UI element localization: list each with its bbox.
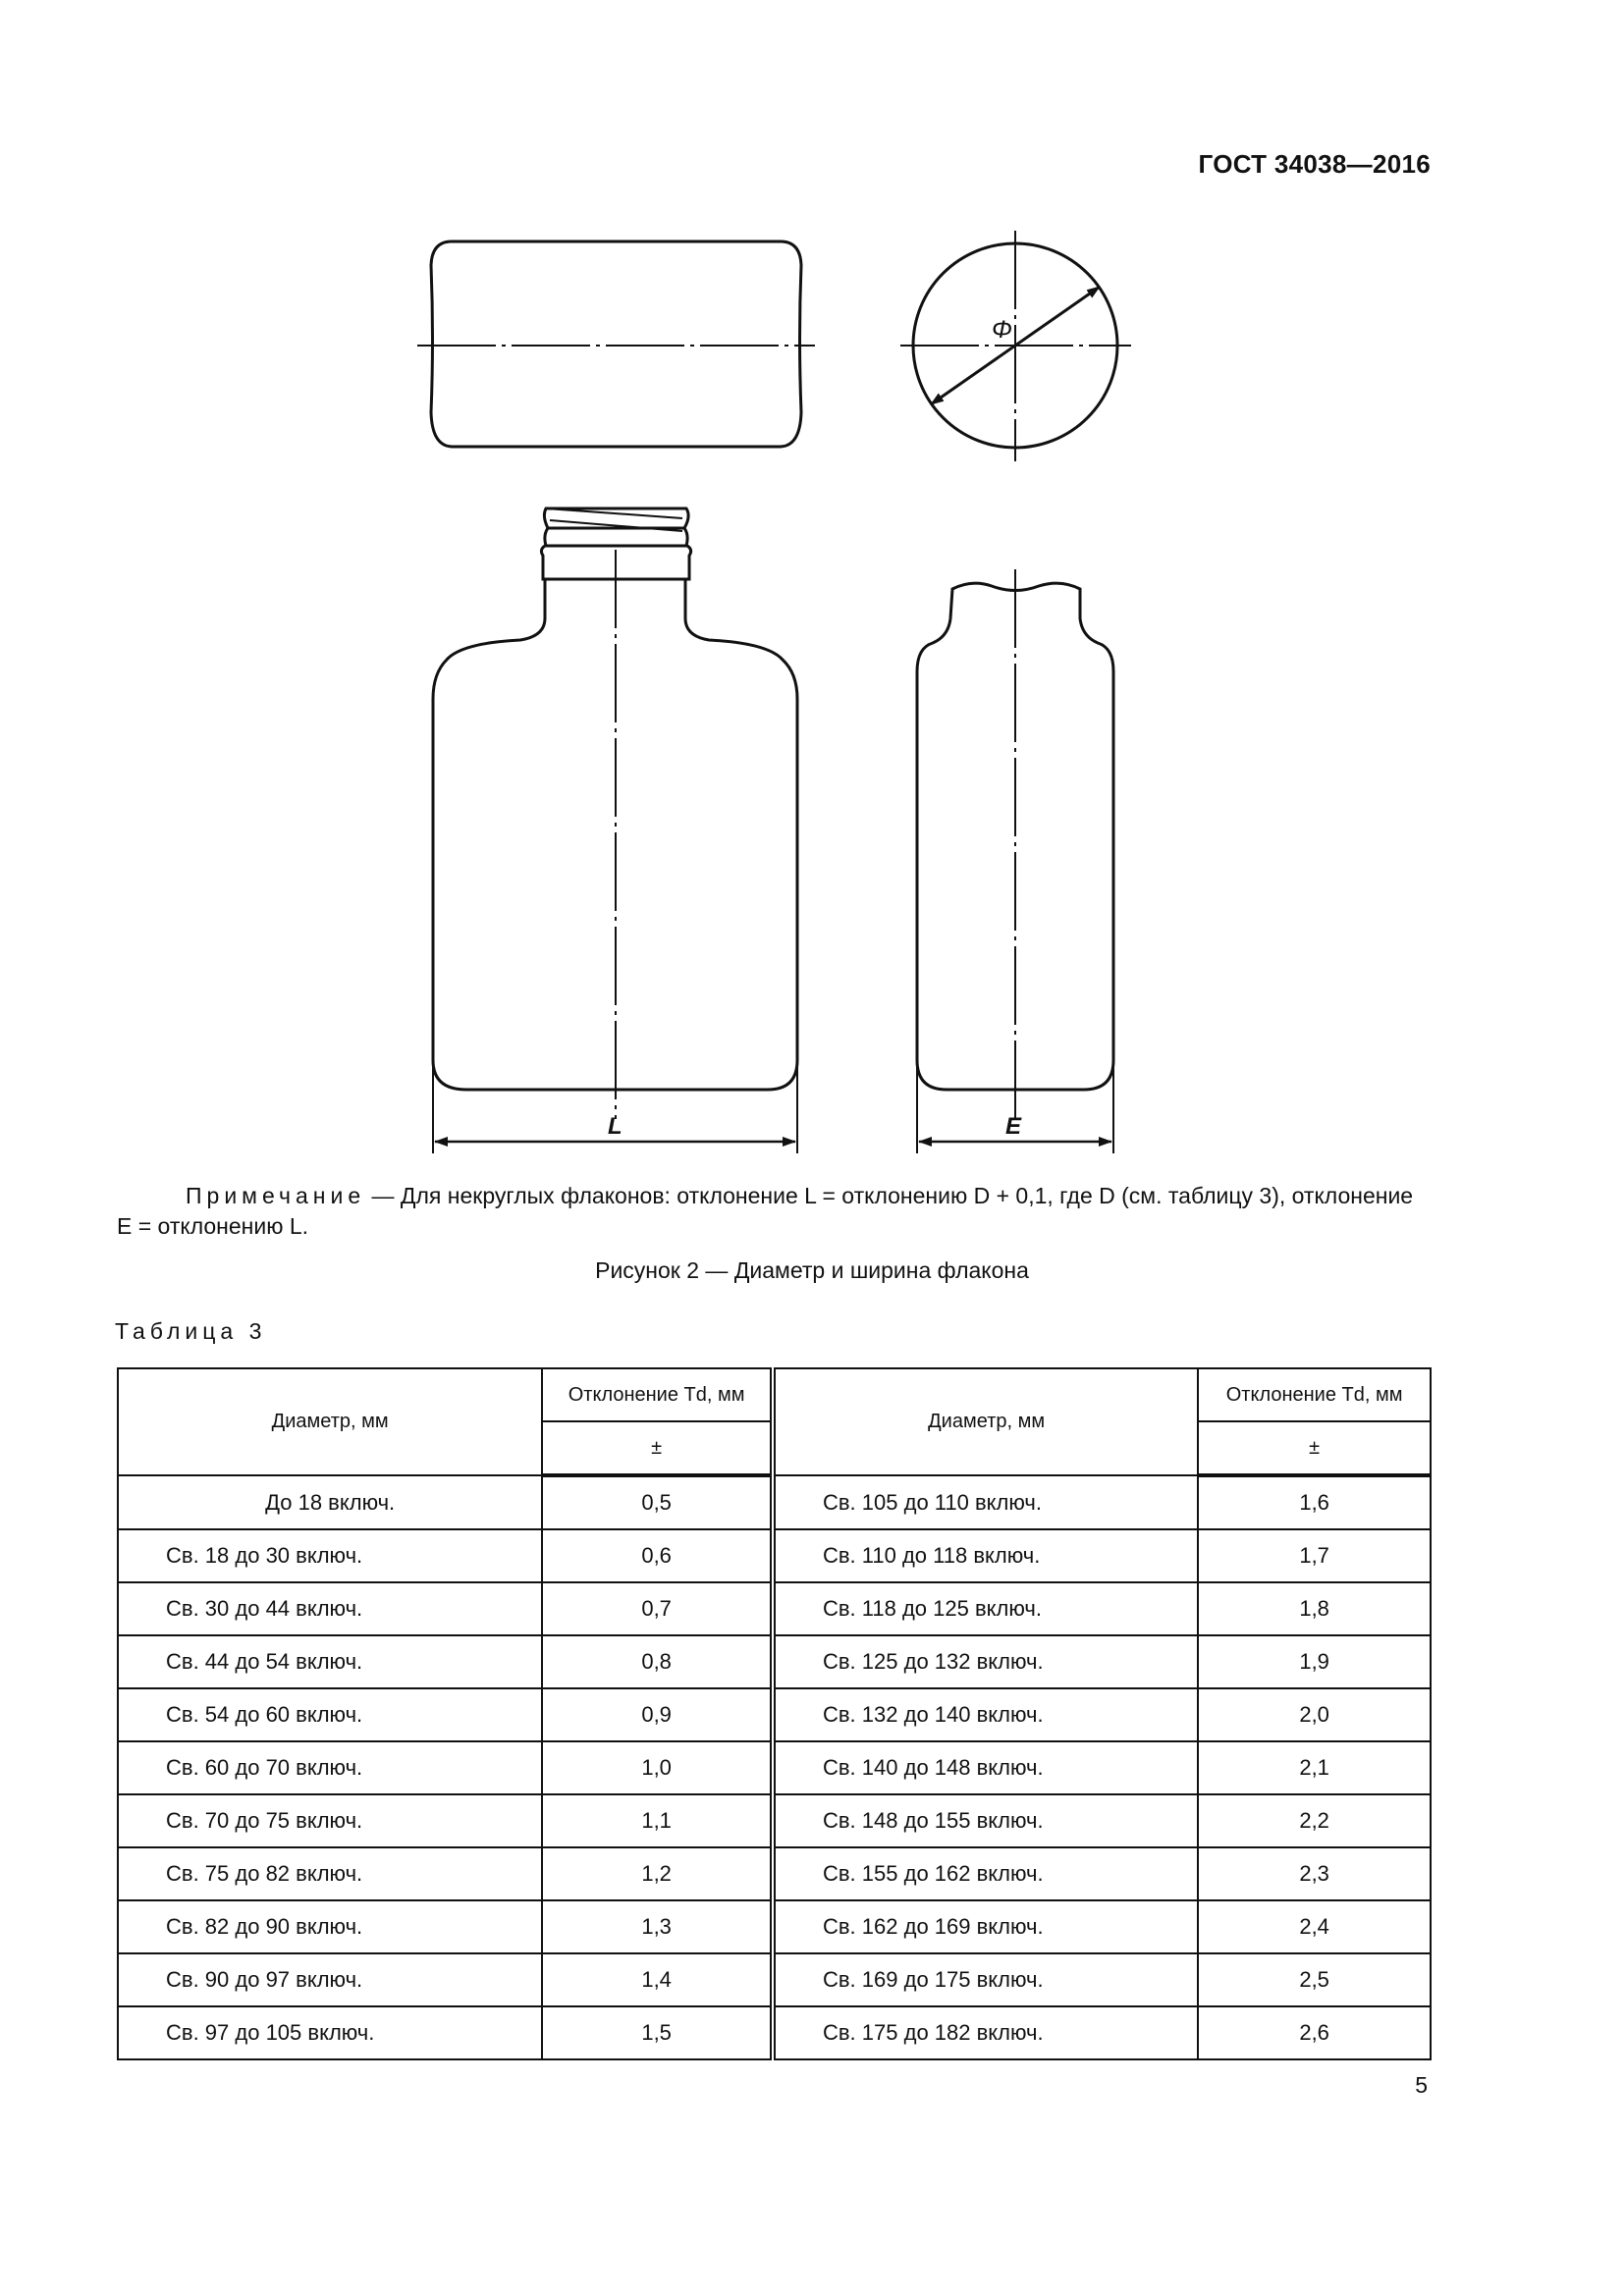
length-label: L [608, 1113, 623, 1140]
table-row [118, 1635, 1431, 1688]
diameter-range-cell: Св. 30 до 44 включ. [118, 1582, 542, 1635]
deviation-value-cell: 1,6 [1198, 1475, 1431, 1529]
diameter-range-cell: Св. 162 до 169 включ. [773, 1900, 1198, 1953]
diameter-range-cell: Св. 60 до 70 включ. [118, 1741, 542, 1794]
deviation-value-cell: 0,8 [542, 1635, 773, 1688]
deviation-table [117, 1367, 1432, 2060]
deviation-value-cell: 1,2 [542, 1847, 773, 1900]
document-header: ГОСТ 34038—2016 [1198, 149, 1431, 179]
diameter-range-cell: До 18 включ. [118, 1475, 542, 1529]
deviation-value-cell: 0,5 [542, 1475, 773, 1529]
diameter-symbol: Φ [992, 316, 1012, 344]
bottle-top-view-outline [431, 241, 801, 447]
diameter-range-cell: Св. 54 до 60 включ. [118, 1688, 542, 1741]
header-sign-right: ± [1198, 1421, 1431, 1475]
figure-note [117, 1181, 1433, 1242]
deviation-value-cell: 2,3 [1198, 1847, 1431, 1900]
header-deviation-right: Отклонение Td, мм [1198, 1368, 1431, 1421]
diameter-range-cell: Св. 90 до 97 включ. [118, 1953, 542, 2006]
deviation-value-cell: 1,0 [542, 1741, 773, 1794]
header-diameter-left: Диаметр, мм [118, 1368, 542, 1475]
page-number: 5 [1415, 2072, 1428, 2098]
header-sign-left: ± [542, 1421, 773, 1475]
table-title: Таблица 3 [115, 1318, 267, 1344]
diameter-range-cell: Св. 105 до 110 включ. [773, 1475, 1198, 1529]
deviation-value-cell: 1,8 [1198, 1582, 1431, 1635]
deviation-value-cell: 1,7 [1198, 1529, 1431, 1582]
deviation-value-cell: 1,9 [1198, 1635, 1431, 1688]
diameter-range-cell: Св. 125 до 132 включ. [773, 1635, 1198, 1688]
diameter-range-cell: Св. 148 до 155 включ. [773, 1794, 1198, 1847]
table-row [118, 1741, 1431, 1794]
header-deviation-left: Отклонение Td, мм [542, 1368, 773, 1421]
table-row [118, 1794, 1431, 1847]
diameter-range-cell: Св. 140 до 148 включ. [773, 1741, 1198, 1794]
note-text: — Для некруглых флаконов: отклонение L = отклонению D + 0,1, где D (см. таблицу 3), отклонение E = отклонению L. [117, 1183, 1414, 1239]
deviation-value-cell: 1,3 [542, 1900, 773, 1953]
diameter-range-cell: Св. 155 до 162 включ. [773, 1847, 1198, 1900]
table-row [118, 1900, 1431, 1953]
diameter-range-cell: Св. 169 до 175 включ. [773, 1953, 1198, 2006]
figure-caption: Рисунок 2 — Диаметр и ширина флакона [595, 1257, 1029, 1283]
deviation-value-cell: 1,5 [542, 2006, 773, 2059]
diameter-range-cell: Св. 118 до 125 включ. [773, 1582, 1198, 1635]
deviation-value-cell: 0,6 [542, 1529, 773, 1582]
diameter-range-cell: Св. 110 до 118 включ. [773, 1529, 1198, 1582]
diameter-range-cell: Св. 97 до 105 включ. [118, 2006, 542, 2059]
header-diameter-right: Диаметр, мм [773, 1368, 1198, 1475]
table-row [118, 1688, 1431, 1741]
table-row [118, 1475, 1431, 1529]
diameter-range-cell: Св. 70 до 75 включ. [118, 1794, 542, 1847]
deviation-value-cell: 0,9 [542, 1688, 773, 1741]
diameter-range-cell: Св. 75 до 82 включ. [118, 1847, 542, 1900]
table-row [118, 2006, 1431, 2059]
deviation-value-cell: 0,7 [542, 1582, 773, 1635]
diameter-range-cell: Св. 44 до 54 включ. [118, 1635, 542, 1688]
table-row [118, 1582, 1431, 1635]
deviation-value-cell: 2,2 [1198, 1794, 1431, 1847]
deviation-value-cell: 2,0 [1198, 1688, 1431, 1741]
table-row [118, 1847, 1431, 1900]
diameter-range-cell: Св. 132 до 140 включ. [773, 1688, 1198, 1741]
table-row [118, 1529, 1431, 1582]
width-label: E [1005, 1113, 1022, 1140]
diameter-range-cell: Св. 82 до 90 включ. [118, 1900, 542, 1953]
diameter-range-cell: Св. 18 до 30 включ. [118, 1529, 542, 1582]
deviation-value-cell: 1,1 [542, 1794, 773, 1847]
diameter-range-cell: Св. 175 до 182 включ. [773, 2006, 1198, 2059]
deviation-value-cell: 2,5 [1198, 1953, 1431, 2006]
deviation-value-cell: 2,1 [1198, 1741, 1431, 1794]
deviation-value-cell: 1,4 [542, 1953, 773, 2006]
deviation-value-cell: 2,4 [1198, 1900, 1431, 1953]
table-row [118, 1953, 1431, 2006]
deviation-value-cell: 2,6 [1198, 2006, 1431, 2059]
note-lead: Примечание [186, 1183, 366, 1208]
